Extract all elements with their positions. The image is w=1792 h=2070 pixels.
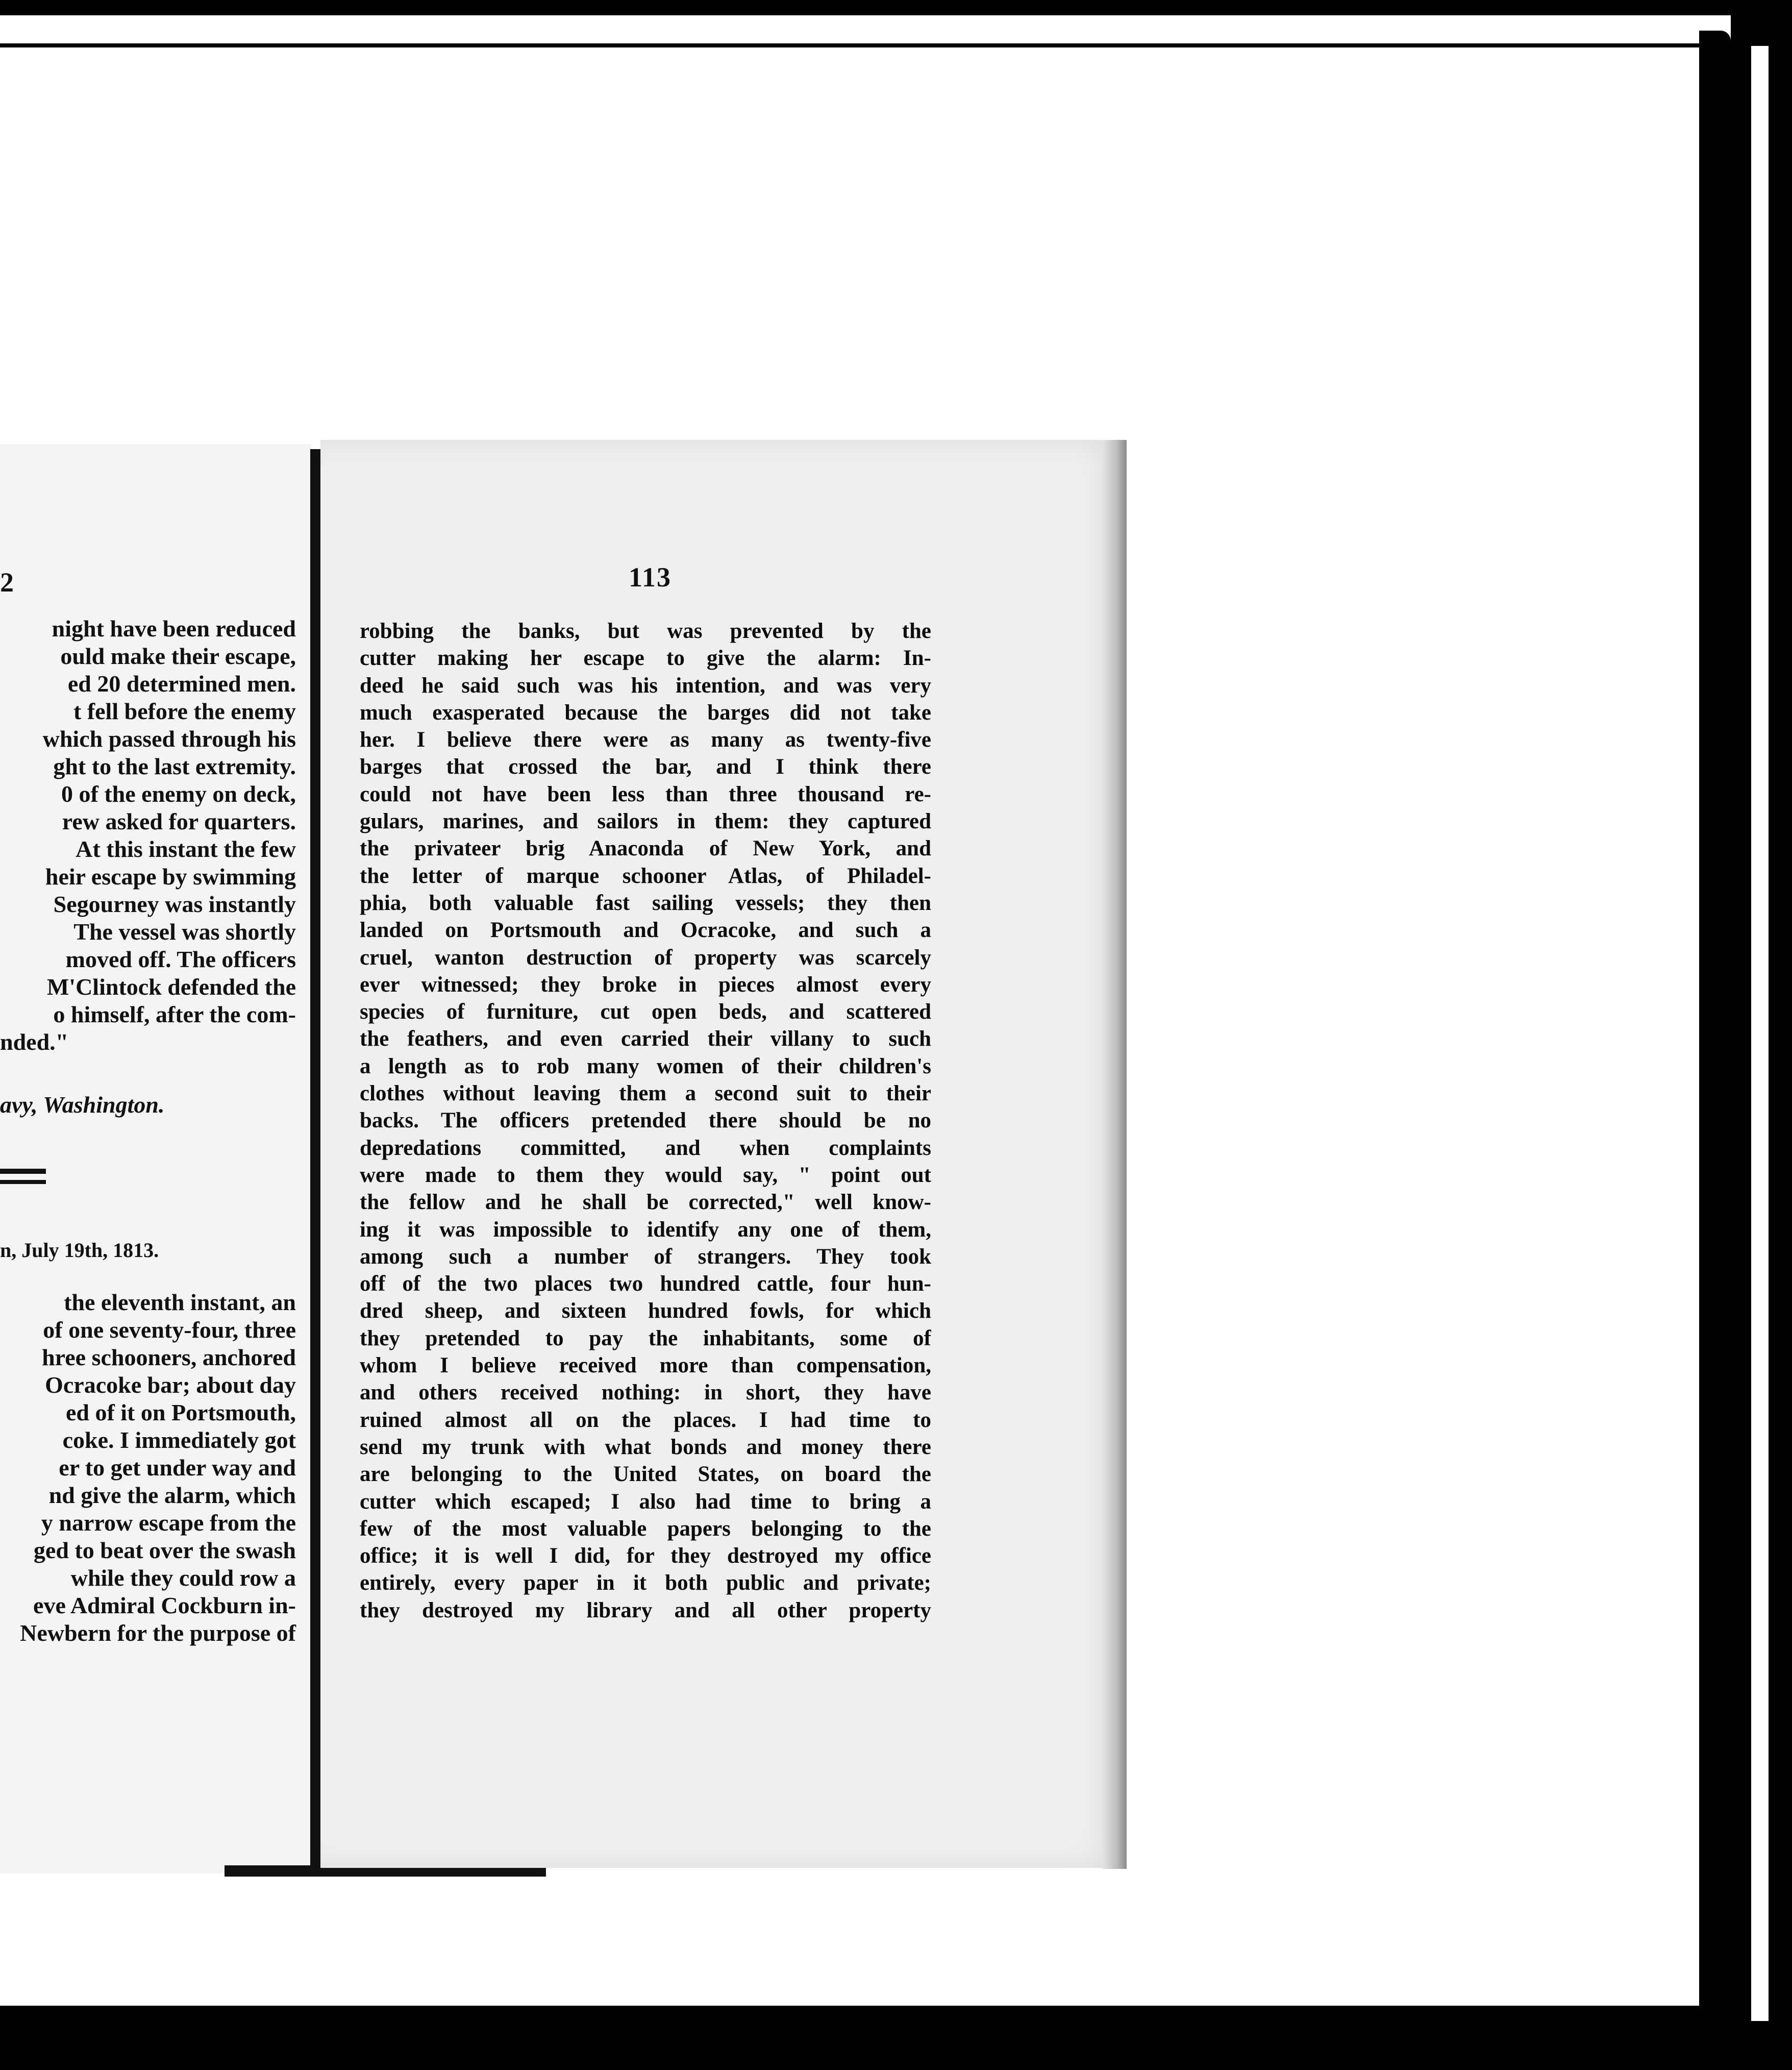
- text-line: depredations committed, and when complaints: [360, 1136, 931, 1160]
- left-line: which passed through his: [42, 726, 296, 752]
- text-line: were made to them they would say, " point out: [360, 1163, 931, 1187]
- left-line: nd give the alarm, which: [48, 1482, 296, 1508]
- text-line: deed he said such was his intention, and was very: [360, 673, 931, 698]
- scan-margin-top: [0, 15, 1699, 43]
- text-line: among such a number of strangers. They took: [360, 1244, 931, 1269]
- text-line: cutter making her escape to give the alarm: In-: [360, 646, 931, 671]
- left-line: M'Clintock defended the: [46, 974, 296, 1000]
- left-line: t fell before the enemy: [73, 698, 296, 724]
- text-line: entirely, every paper in it both public and private;: [360, 1571, 931, 1595]
- left-line: The vessel was shortly: [73, 919, 296, 945]
- text-line: much exasperated because the barges did not take: [360, 700, 931, 725]
- text-line: gulars, marines, and sailors in them: they captured: [360, 809, 931, 834]
- text-line: robbing the banks, but was prevented by the: [360, 619, 931, 643]
- left-line-dateline: n, July 19th, 1813.: [0, 1239, 159, 1262]
- text-line: could not have been less than three thousand re-: [360, 782, 931, 806]
- page-edge-shadow: [1102, 440, 1127, 1869]
- scan-border-top-inner: [0, 43, 1699, 47]
- left-line: At this instant the few: [76, 836, 296, 862]
- text-line: whom I believe received more than compensation,: [360, 1353, 931, 1378]
- text-line: a length as to rob many women of their children's: [360, 1054, 931, 1078]
- section-rule: [0, 1180, 46, 1184]
- text-line: the letter of marque schooner Atlas, of Philadel-: [360, 864, 931, 888]
- left-line: ed of it on Portsmouth,: [65, 1399, 296, 1425]
- left-page-number: 2: [0, 567, 14, 598]
- text-line: they pretended to pay the inhabitants, some of: [360, 1326, 931, 1350]
- text-line: the fellow and he shall be corrected," well know-: [360, 1190, 931, 1215]
- left-line: er to get under way and: [59, 1455, 296, 1481]
- scan-margin-right: [1751, 46, 1769, 2021]
- text-line: her. I believe there were as many as twenty-five: [360, 728, 931, 752]
- section-rule: [0, 1169, 46, 1174]
- text-line: ing it was impossible to identify any one of them,: [360, 1217, 931, 1242]
- text-line: landed on Portsmouth and Ocracoke, and such a: [360, 918, 931, 943]
- left-line: 0 of the enemy on deck,: [61, 781, 296, 807]
- left-line: hree schooners, anchored: [42, 1344, 296, 1370]
- book-gutter: [310, 449, 320, 1868]
- scan-border-top: [0, 0, 1792, 15]
- left-line: of one seventy-four, three: [43, 1317, 296, 1343]
- left-line: Segourney was instantly: [53, 891, 296, 917]
- left-line-italic-signature: avy, Washington.: [0, 1092, 165, 1118]
- text-line: phia, both valuable fast sailing vessels; they then: [360, 891, 931, 915]
- left-line: ght to the last extremity.: [53, 753, 296, 779]
- scan-border-right-inner: [1699, 31, 1731, 2036]
- text-line: species of furniture, cut open beds, and scattered: [360, 1000, 931, 1024]
- left-line: night have been reduced: [52, 615, 296, 642]
- left-line: Ocracoke bar; about day: [45, 1372, 296, 1398]
- left-line: moved off. The officers: [65, 946, 296, 972]
- scan-border-bottom-inner: [0, 2006, 1731, 2036]
- left-line: ould make their escape,: [60, 643, 296, 669]
- left-line: nded.": [0, 1029, 69, 1055]
- left-line: ged to beat over the swash: [33, 1537, 296, 1563]
- page-number: 113: [629, 562, 672, 593]
- text-line: office; it is well I did, for they destroyed my office: [360, 1544, 931, 1568]
- left-line: Newbern for the purpose of: [20, 1620, 296, 1646]
- text-line: cruel, wanton destruction of property was scarcely: [360, 945, 931, 970]
- text-line: few of the most valuable papers belonging to the: [360, 1516, 931, 1541]
- left-line: o himself, after the com-: [53, 1001, 296, 1027]
- text-line: are belonging to the United States, on board the: [360, 1462, 931, 1487]
- text-line: clothes without leaving them a second suit to their: [360, 1081, 931, 1106]
- text-line: dred sheep, and sixteen hundred fowls, for which: [360, 1299, 931, 1323]
- left-line: heir escape by swimming: [45, 864, 296, 890]
- text-line: barges that crossed the bar, and I think there: [360, 755, 931, 779]
- left-line: the eleventh instant, an: [64, 1289, 296, 1315]
- left-line: y narrow escape from the: [41, 1510, 296, 1536]
- text-line: they destroyed my library and all other property: [360, 1598, 931, 1622]
- scan-border-bottom: [0, 2036, 1792, 2070]
- left-line: rew asked for quarters.: [62, 808, 296, 834]
- text-line: the feathers, and even carried their villany to such: [360, 1027, 931, 1051]
- left-line: ed 20 determined men.: [67, 671, 296, 697]
- text-line: and others received nothing: in short, they have: [360, 1381, 931, 1405]
- left-line: coke. I immediately got: [62, 1427, 296, 1453]
- text-line: cutter which escaped; I also had time to bring a: [360, 1489, 931, 1514]
- text-line: the privateer brig Anaconda of New York, and: [360, 836, 931, 861]
- left-line: while they could row a: [70, 1565, 296, 1591]
- body-text: [360, 618, 931, 1624]
- left-page: [0, 444, 311, 1873]
- text-line: ever witnessed; they broke in pieces almost every: [360, 972, 931, 997]
- text-line: ruined almost all on the places. I had time to: [360, 1408, 931, 1432]
- left-line: eve Admiral Cockburn in-: [33, 1592, 296, 1618]
- text-line: send my trunk with what bonds and money there: [360, 1435, 931, 1459]
- text-line: backs. The officers pretended there should be no: [360, 1108, 931, 1133]
- text-line: off of the two places two hundred cattle, four hun-: [360, 1272, 931, 1296]
